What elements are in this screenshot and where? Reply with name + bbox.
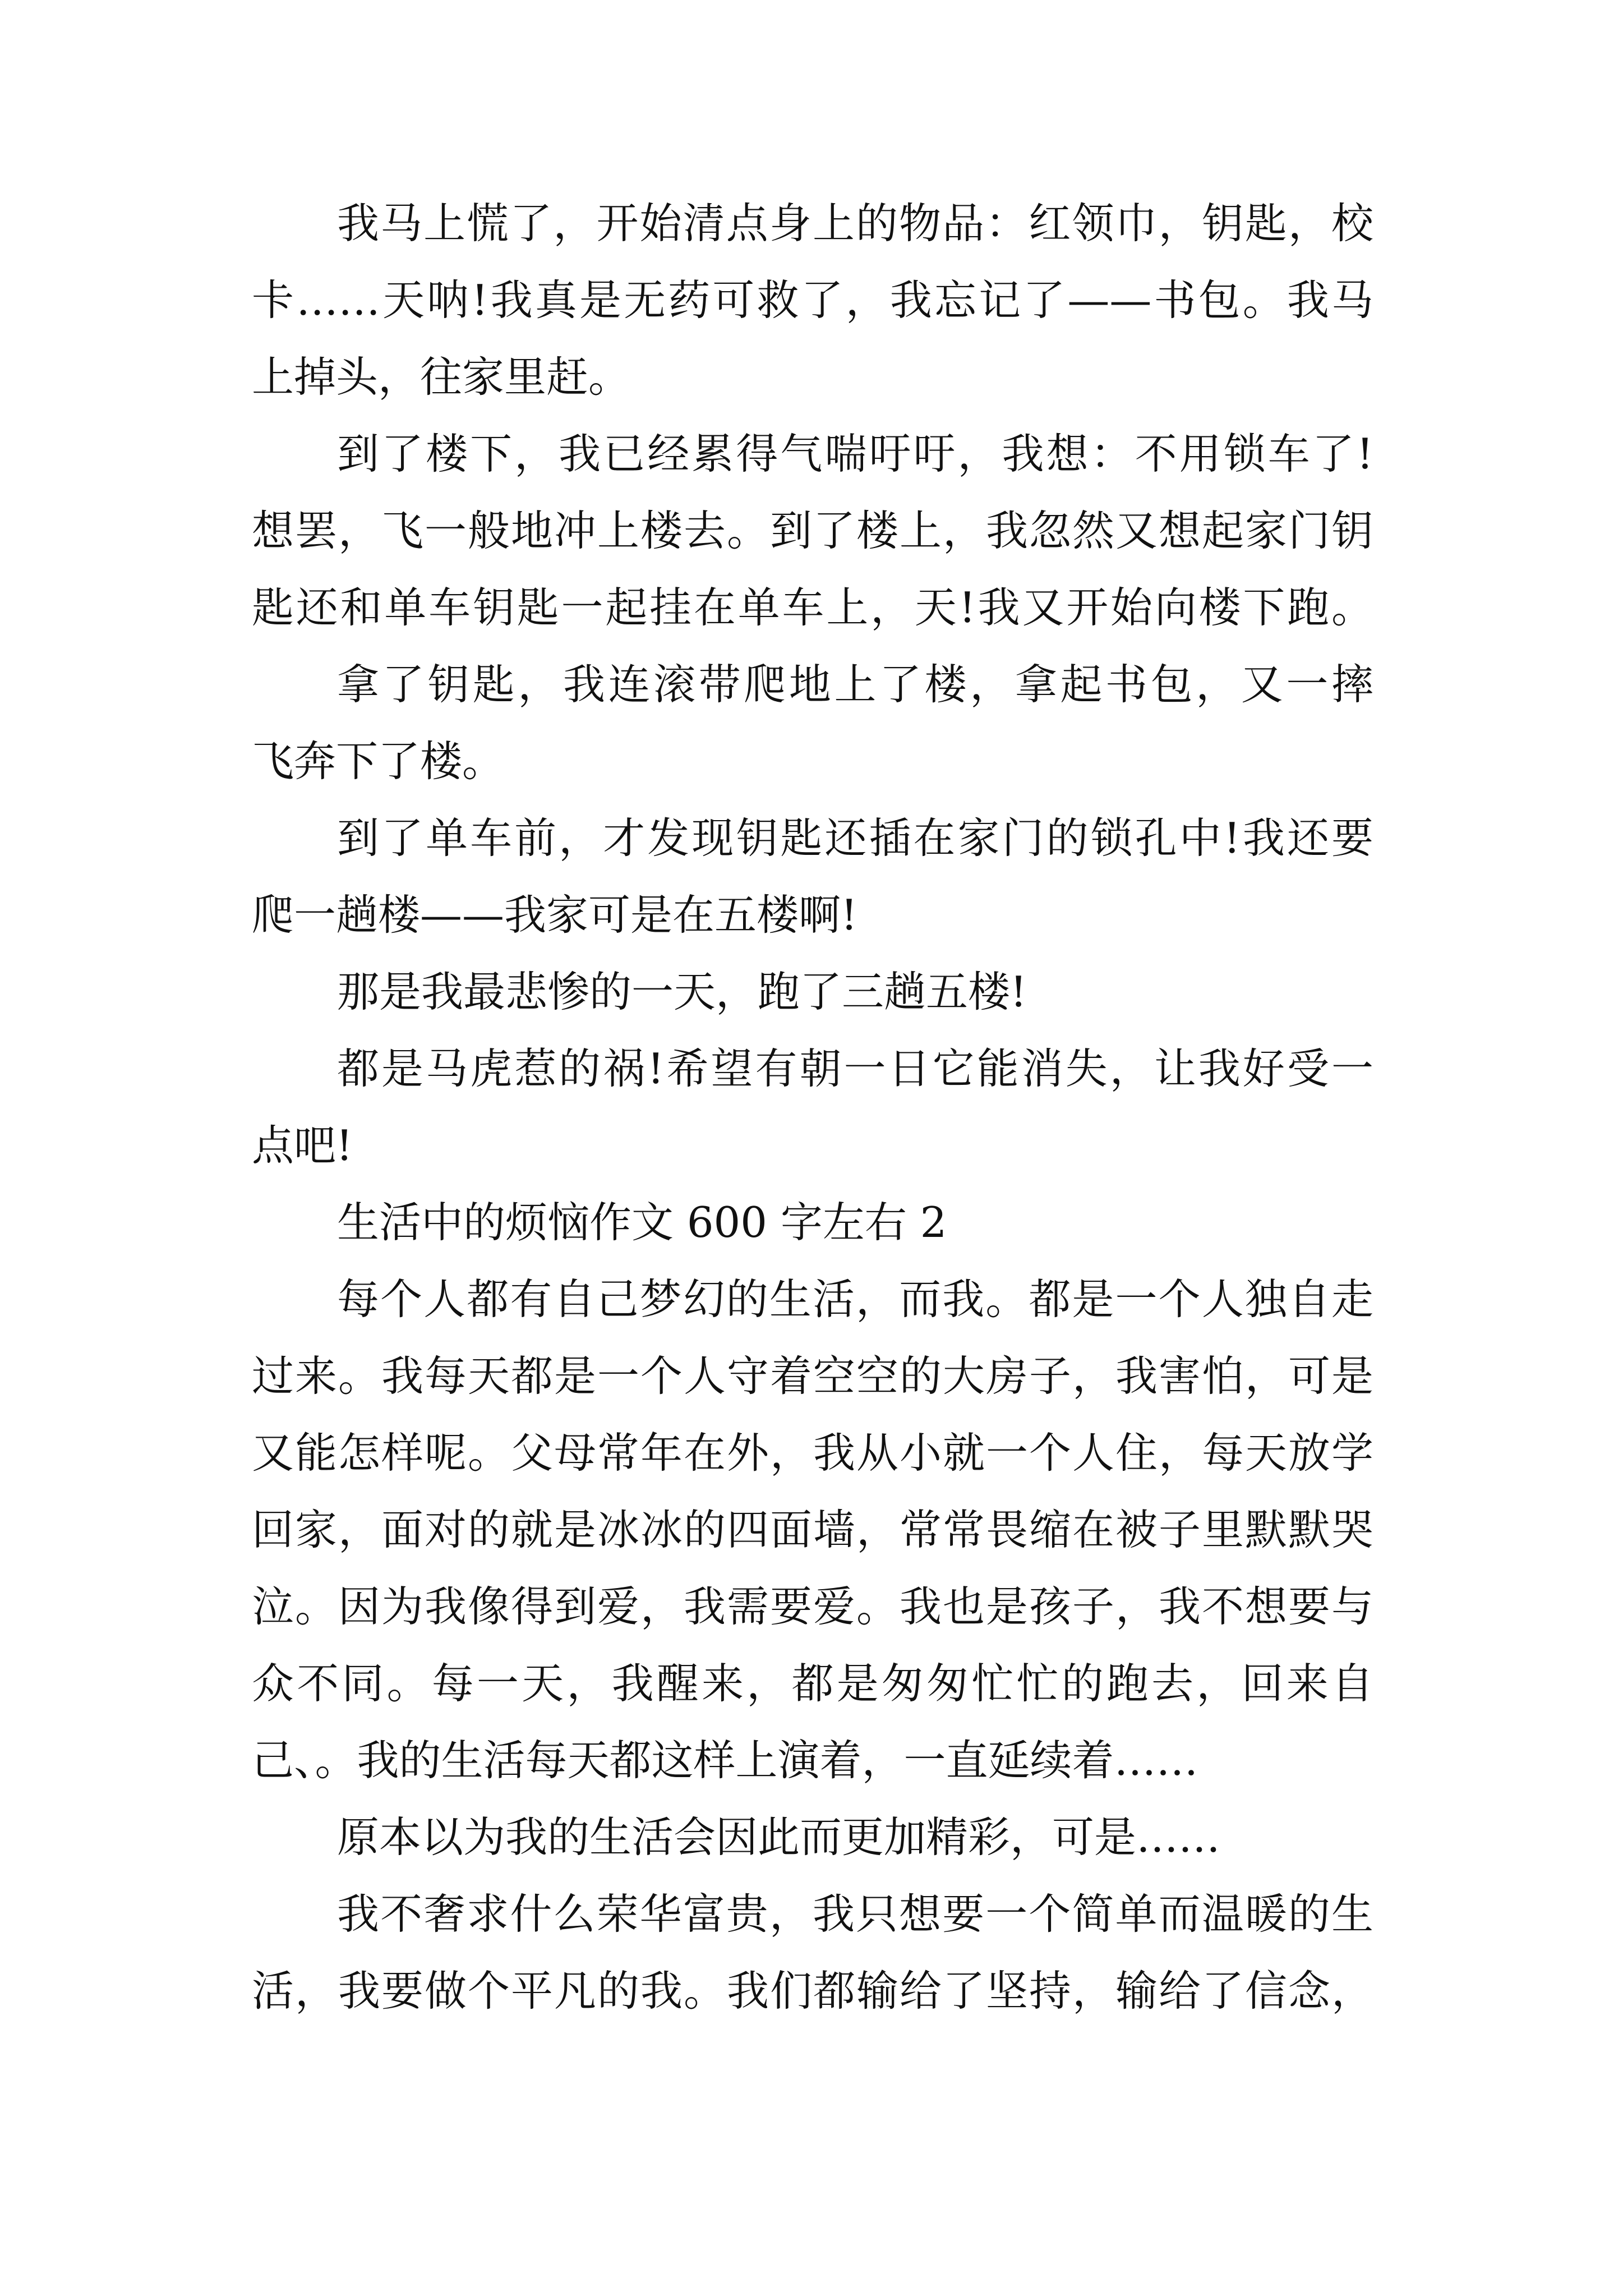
text-line: 都是马虎惹的祸!希望有朝一日它能消失，让我好受一 [337, 1044, 1373, 1093]
text-line: 到了单车前，才发现钥匙还插在家门的锁孔中!我还要 [337, 813, 1373, 863]
text-line: 想罢，飞一般地冲上楼去。到了楼上，我忽然又想起家门钥 [252, 506, 1373, 555]
essay-body [252, 185, 1373, 2030]
text-line: 我不奢求什么荣华富贵，我只想要一个简单而温暖的生 [337, 1889, 1373, 1939]
text-line: 我马上慌了，开始清点身上的物品：红领巾，钥匙，校 [337, 199, 1373, 248]
text-line: 泣。因为我像得到爱，我需要爱。我也是孩子，我不想要与 [252, 1582, 1373, 1631]
text-line: 上掉头，往家里赶。 [252, 352, 631, 402]
text-line: 每个人都有自己梦幻的生活，而我。都是一个人独自走 [337, 1274, 1373, 1324]
text-line: 爬一趟楼——我家可是在五楼啊! [252, 890, 858, 940]
text-line: 匙还和单车钥匙一起挂在单车上，天!我又开始向楼下跑。 [252, 583, 1373, 632]
text-line: 众不同。每一天，我醒来，都是匆匆忙忙的跑去，回来自 [252, 1659, 1373, 1708]
text-line: 己、。我的生活每天都这样上演着，一直延续着…… [252, 1736, 1198, 1785]
text-line: 又能怎样呢。父母常年在外，我从小就一个人住，每天放学 [252, 1428, 1373, 1478]
text-line: 卡……天呐!我真是无药可救了，我忘记了——书包。我马 [252, 275, 1373, 325]
text-line: 拿了钥匙，我连滚带爬地上了楼，拿起书包，又一摔 [337, 660, 1373, 709]
text-line: 活，我要做个平凡的我。我们都输给了坚持，输给了信念， [252, 1966, 1373, 2016]
text-line: 过来。我每天都是一个人守着空空的大房子，我害怕，可是 [252, 1351, 1373, 1401]
text-line: 点吧! [252, 1121, 353, 1170]
text-line: 那是我最悲惨的一天，跑了三趟五楼! [337, 967, 1027, 1016]
text-line: 回家，面对的就是冰冰的四面墙，常常畏缩在被子里默默哭 [252, 1505, 1373, 1554]
text-line: 飞奔下了楼。 [252, 737, 505, 786]
text-line: 到了楼下，我已经累得气喘吁吁，我想：不用锁车了! [337, 429, 1373, 478]
section-heading: 生活中的烦恼作文 600 字左右 2 [337, 1198, 947, 1247]
text-line: 原本以为我的生活会因此而更加精彩，可是…… [337, 1812, 1221, 1862]
